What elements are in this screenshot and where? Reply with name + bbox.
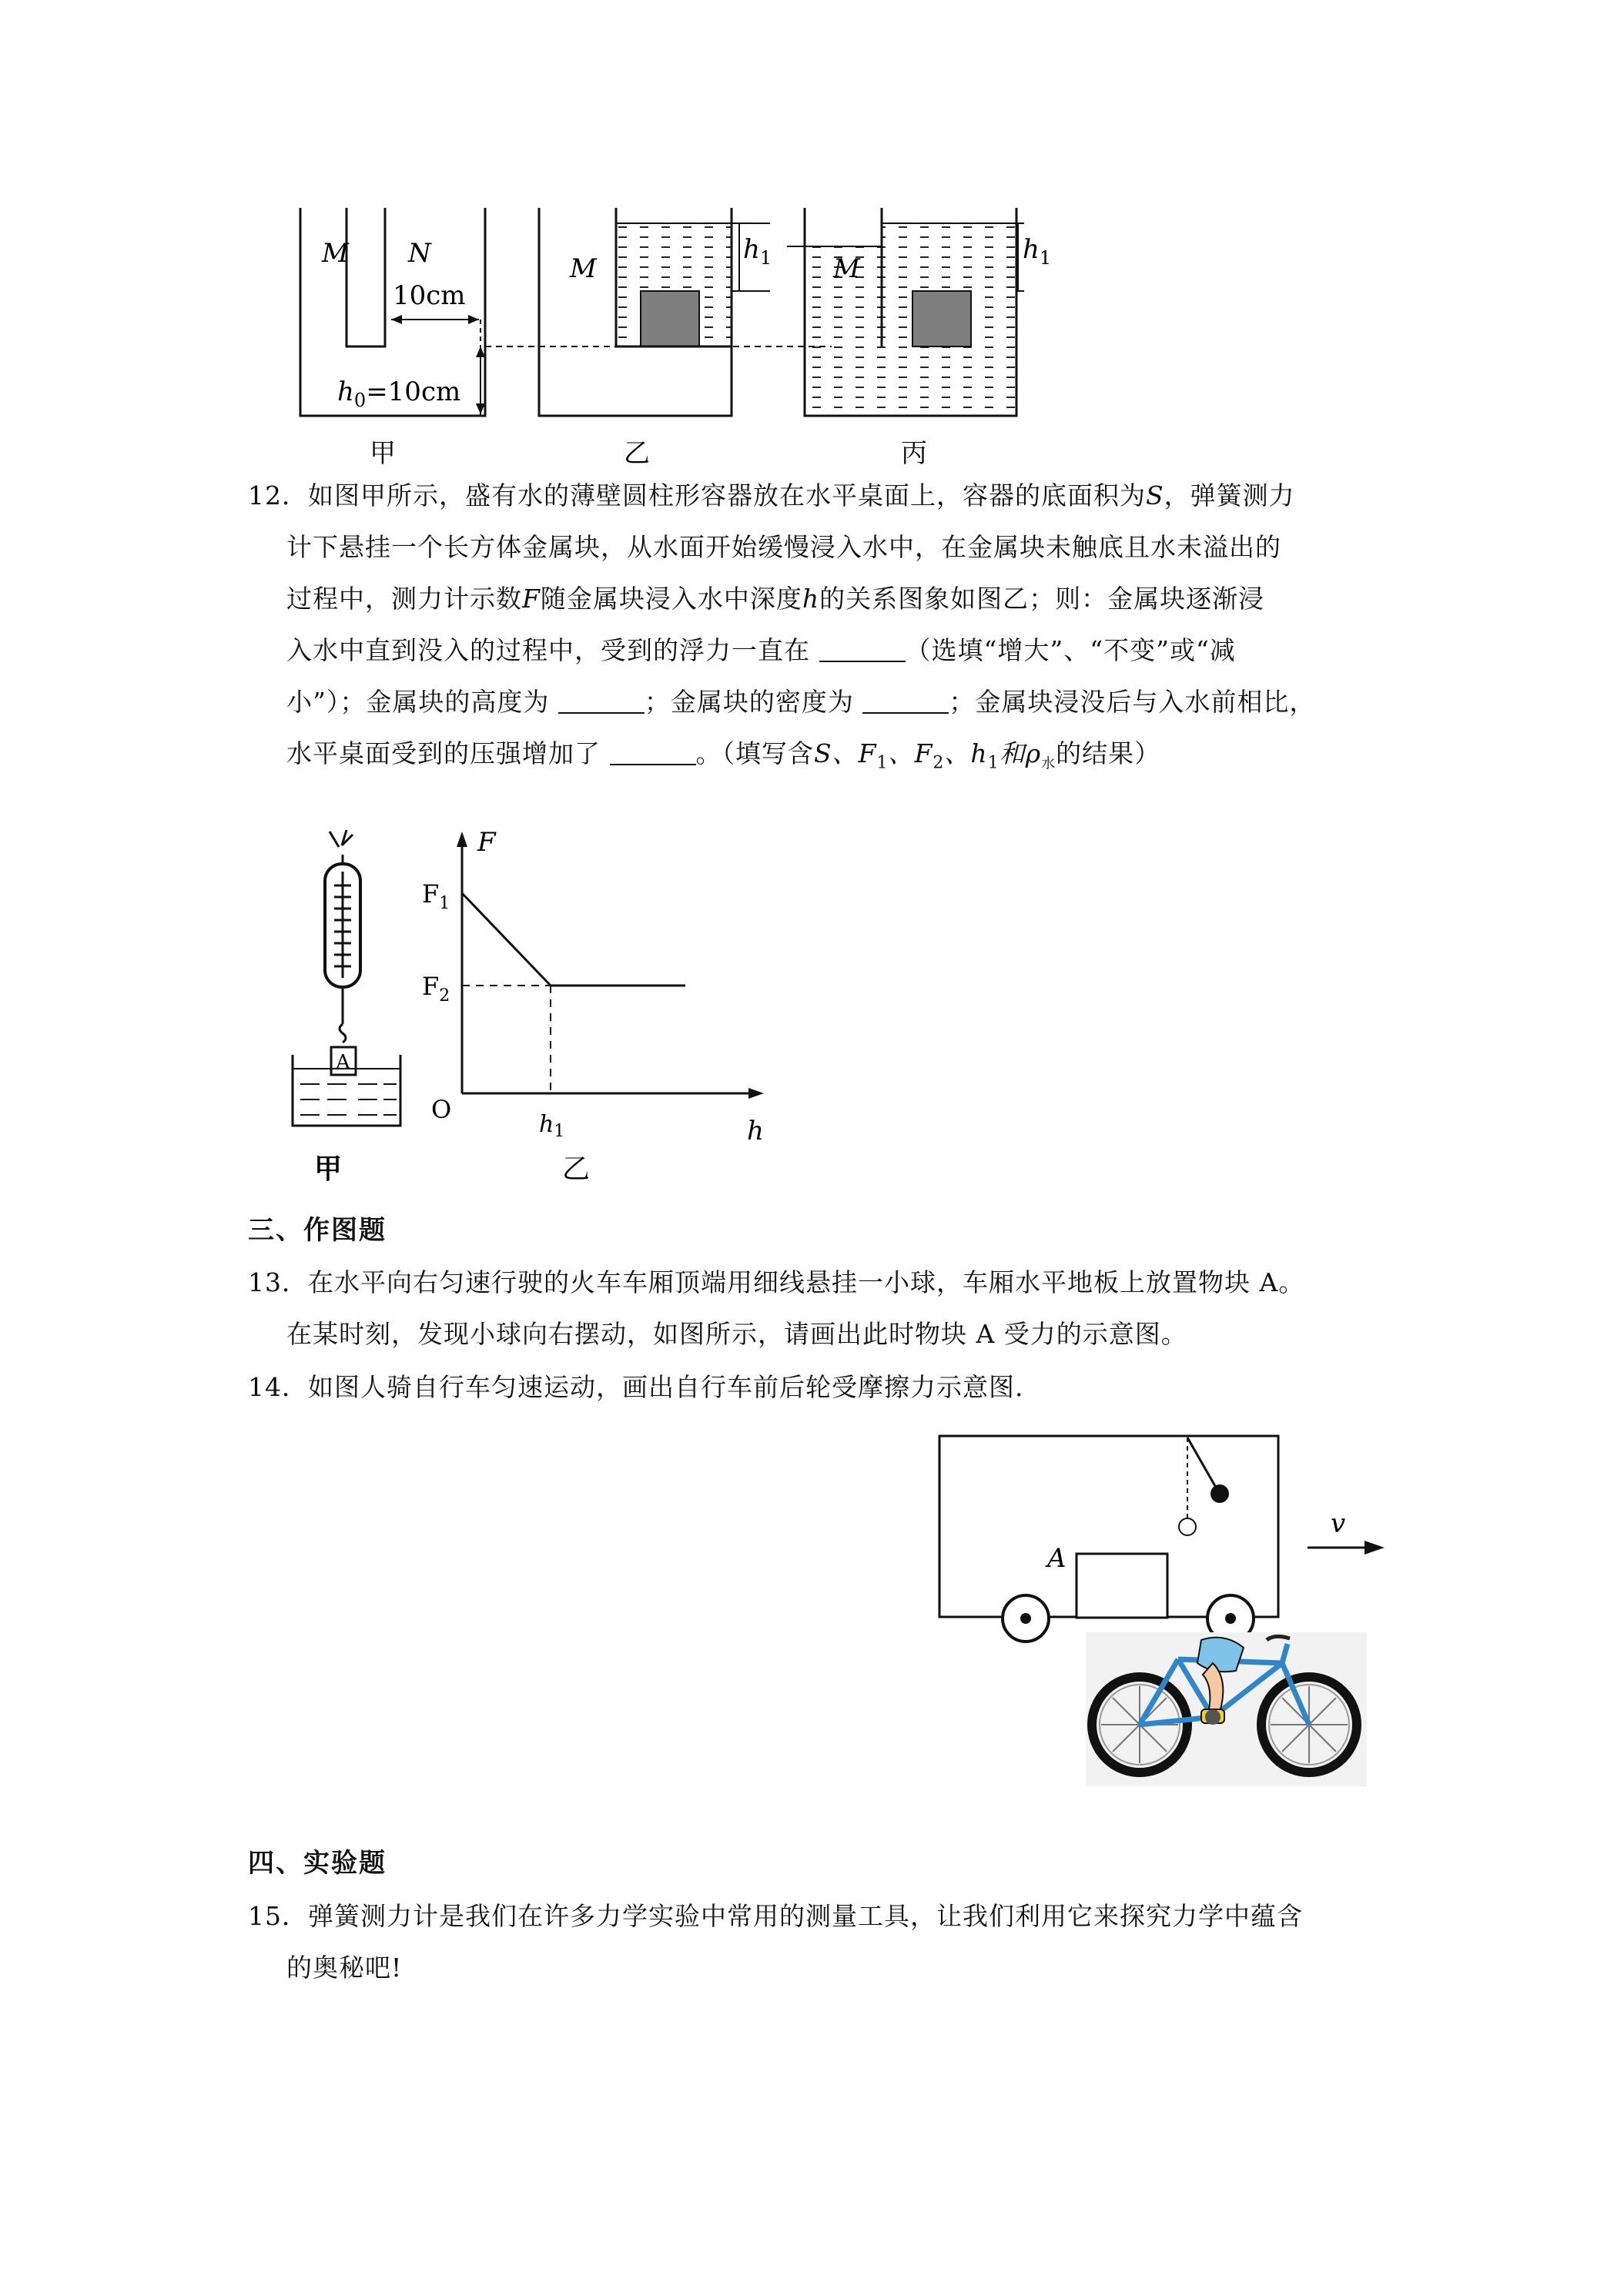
q12-text-1b: ，弹簧测力 — [1164, 480, 1295, 510]
label-h1-bing: $h_1$ — [1023, 234, 1052, 269]
q12-text-5b: ；金属块的密度为 — [644, 687, 854, 717]
q12-text-6a: 水平桌面受到的压强增加了 — [286, 738, 601, 768]
q12-text-3b: 随金属块浸入水中深度 — [540, 584, 802, 614]
bicycle-figure — [1086, 1632, 1367, 1786]
tick-F2: $F_2$ — [422, 972, 450, 1006]
tick-F1: $F_1$ — [422, 879, 450, 913]
q13-text-2: 在某时刻，发现小球向右摆动，如图所示，请画出此时物块 A 受力的示意图。 — [286, 1319, 1187, 1349]
q12-text-2: 计下悬挂一个长方体金属块，从水面开始缓慢浸入水中，在金属块未触底且水未溢出的 — [286, 532, 1281, 562]
q12-text-3a: 过程中，测力计示数 — [286, 584, 522, 614]
block-A-label-train: A — [1047, 1543, 1066, 1574]
label-gap-10cm: 10cm — [393, 280, 466, 311]
caption-yi: 乙 — [624, 438, 650, 469]
q12-var-S: S — [1146, 480, 1164, 510]
q13-text-1: 在水平向右匀速行驶的火车车厢顶端用细线悬挂一小球，车厢水平地板上放置物块 A。 — [308, 1267, 1305, 1297]
axis-label-F: F — [477, 827, 496, 858]
label-N-jia: N — [408, 238, 431, 269]
container-bing — [787, 208, 1024, 416]
label-h0: $h_0=10cm$ — [337, 377, 461, 411]
container-yi — [539, 208, 770, 416]
velocity-label: v — [1331, 1508, 1346, 1539]
force-depth-graph — [416, 824, 785, 1186]
caption-jia: 甲 — [370, 438, 396, 469]
q14-text-1: 如图人骑自行车匀速运动，画出自行车前后轮受摩擦力示意图. — [308, 1372, 1024, 1402]
q12-number: 12． — [248, 480, 308, 510]
label-M-yi: M — [570, 253, 597, 284]
q12-text-4a: 入水中直到没入的过程中，受到的浮力一直在 — [286, 635, 810, 665]
label-M-jia: M — [322, 238, 349, 269]
label-M-bing: M — [833, 253, 860, 284]
block-A-label: A — [336, 1051, 350, 1074]
q12-var-SF: S、F — [814, 738, 877, 768]
origin-O: O — [431, 1095, 452, 1124]
answer-blank-pressure[interactable] — [610, 741, 696, 765]
question-14 — [248, 1361, 1434, 1413]
q12-text-5a: 小”）；金属块的高度为 — [286, 687, 550, 717]
spring-scale-figure — [285, 824, 408, 1186]
caption-graph-yi: 乙 — [562, 1153, 591, 1185]
q12-text-3c: 的关系图象如图乙；则：金属块逐渐浸 — [819, 584, 1265, 614]
q15-number: 15． — [248, 1901, 308, 1931]
answer-blank-height[interactable] — [558, 689, 645, 714]
q15-text-1: 弹簧测力计是我们在许多力学实验中常用的测量工具，让我们利用它来探究力学中蕴含 — [308, 1901, 1303, 1931]
caption-bing: 丙 — [901, 438, 927, 469]
q14-number: 14． — [248, 1372, 308, 1402]
answer-blank-buoyancy[interactable] — [819, 638, 906, 662]
graph-line-descending — [462, 893, 551, 986]
question-15 — [248, 1890, 1434, 1993]
q12-text-1: 如图甲所示，盛有水的薄壁圆柱形容器放在水平桌面上，容器的底面积为 — [308, 480, 1146, 510]
q12-text-5c: ；金属块浸没后与入水前相比， — [949, 687, 1316, 717]
container-figure — [293, 192, 1024, 470]
answer-blank-density[interactable] — [862, 689, 949, 714]
bing-h1-marker — [1016, 223, 1070, 300]
axis-label-h: h — [747, 1116, 764, 1146]
q12-text-4b: （选填“增大”、“不变”或“减 — [905, 635, 1236, 665]
section-title-experiment: 四、实验题 — [248, 1848, 387, 1879]
tick-h1: $h_1$ — [539, 1111, 565, 1141]
q12-var-h: h — [802, 584, 820, 614]
q13-number: 13． — [248, 1267, 308, 1297]
hanging-ball — [1210, 1484, 1229, 1503]
question-13 — [248, 1257, 1434, 1360]
label-h1-yi: $h_1$ — [743, 234, 772, 269]
q15-text-2: 的奥秘吧! — [286, 1953, 403, 1983]
q12-text-6b: 。（填写含 — [695, 738, 814, 768]
question-12: 12．如图甲所示，盛有水的薄壁圆柱形容器放在水平桌面上，容器的底面积为S，弹簧测力 计下悬挂一个长方体金属块，从水面开始缓慢浸入水中，在金属块未触底且水未溢出的 过程中，测力计示数F随金属块浸入水中深度h的关系图象如图乙；则：金属块逐渐浸 入水中直到没入的过程中，受到的浮力一直在 （选填“增大”、“不变”或“减 小”）；金属块的高度为 ；金属块的密度为 ；金属块浸没后与入水前相比， 水平桌面受到的压强增加了 。（填写含S、$F_1$、$F_2$、$h_1$和$\rho_水$的结果） — [248, 480, 1316, 773]
q12-var-F: F — [522, 584, 541, 614]
caption-graph-jia: 甲 — [314, 1153, 343, 1185]
section-title-drawing: 三、作图题 — [248, 1215, 387, 1246]
